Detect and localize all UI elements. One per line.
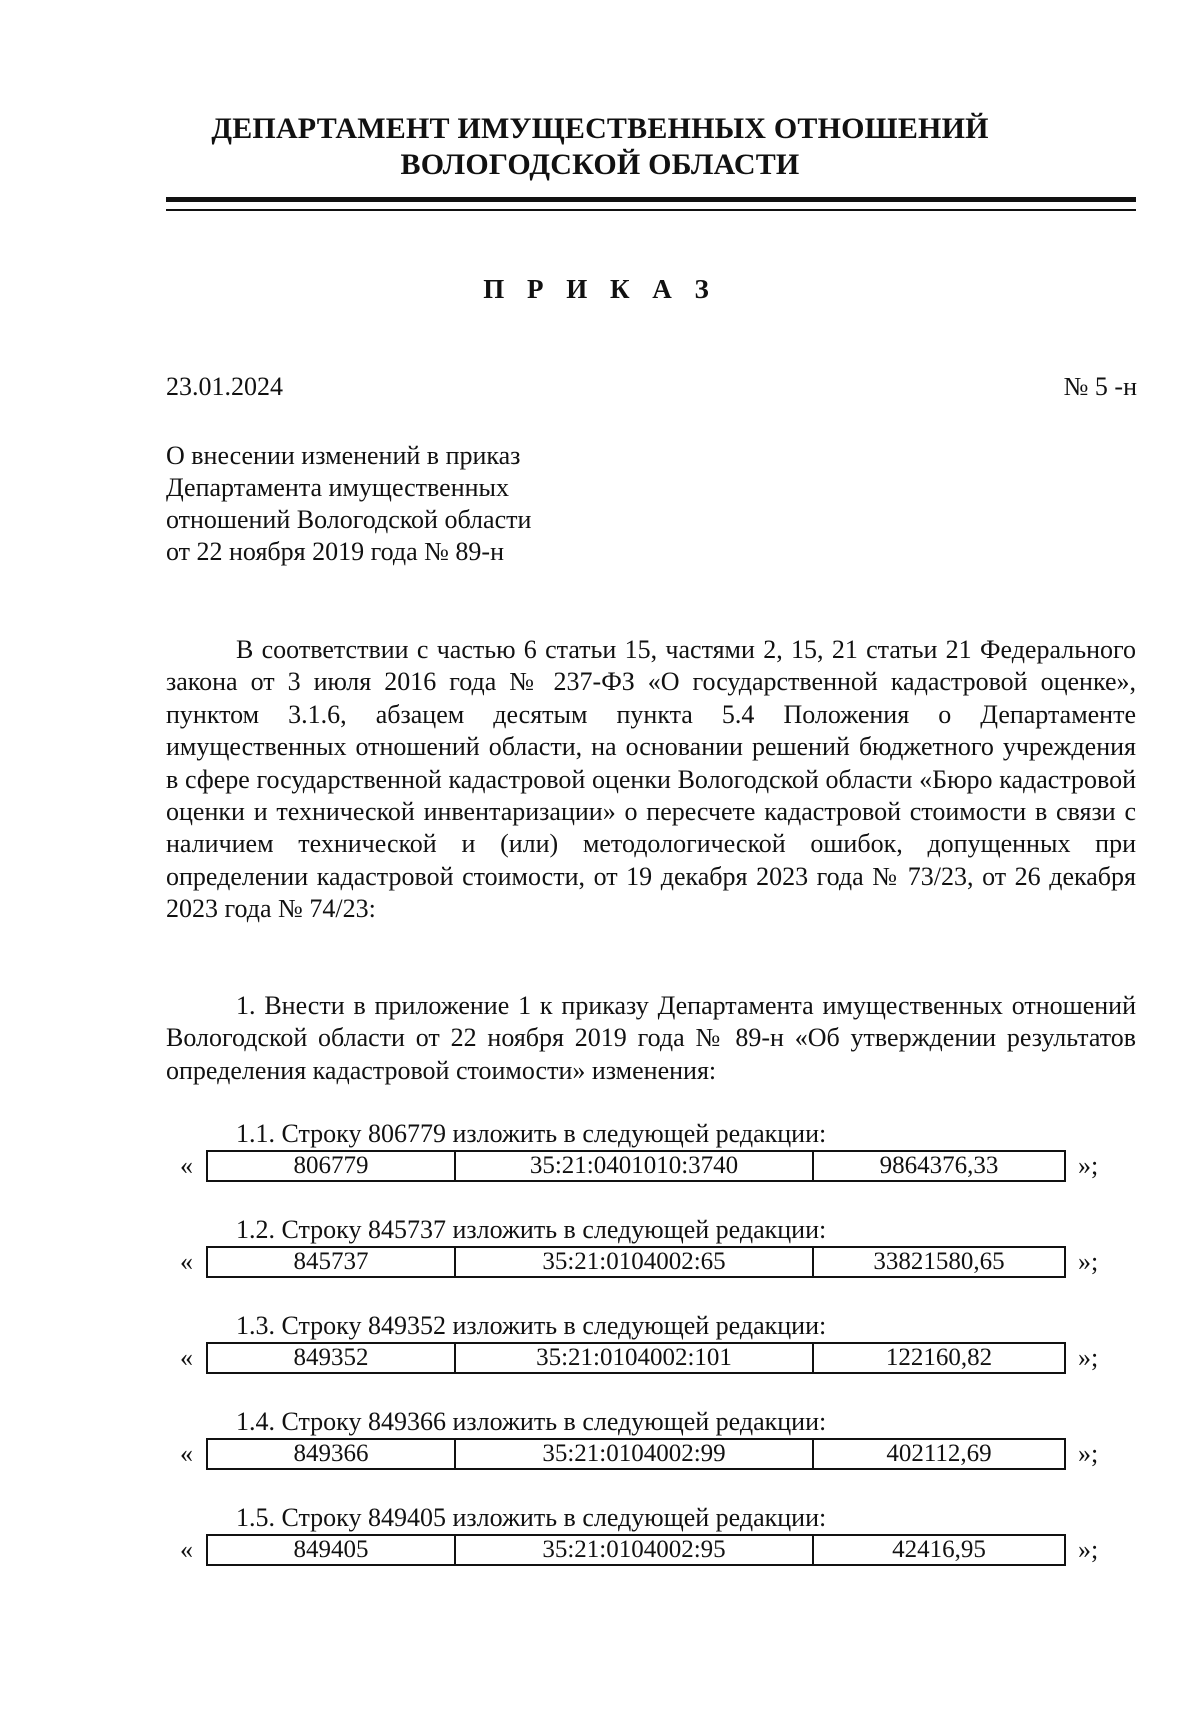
header-rule-thin xyxy=(166,209,1136,211)
department-header xyxy=(0,111,1200,183)
subject-line: от 22 ноября 2019 года № 89-н xyxy=(166,537,504,566)
cadastral-value-cell: 33821580,65 xyxy=(873,1248,1005,1275)
amendment-table xyxy=(206,1150,1066,1182)
amendment-table xyxy=(206,1342,1066,1374)
amendment-row xyxy=(166,1342,1136,1374)
amendment-label: 1.2. Строку 845737 изложить в следующей редакции: xyxy=(236,1215,827,1244)
subject-line: отношений Вологодской области xyxy=(166,505,532,534)
cadastral-value-cell: 42416,95 xyxy=(892,1536,986,1563)
opening-quote: « xyxy=(180,1535,193,1564)
row-number-cell: 845737 xyxy=(208,1248,456,1276)
cadastral-value-cell: 402112,69 xyxy=(886,1440,992,1467)
amendment-label: 1.5. Строку 849405 изложить в следующей редакции: xyxy=(236,1503,827,1532)
amendment-table xyxy=(206,1534,1066,1566)
amendment-table xyxy=(206,1246,1066,1278)
header-line-1: ДЕПАРТАМЕНТ ИМУЩЕСТВЕННЫХ ОТНОШЕНИЙ xyxy=(211,112,989,145)
closing-quote: »; xyxy=(1078,1247,1099,1276)
amendment-1-1 xyxy=(166,1119,1136,1199)
row-number-cell: 849352 xyxy=(208,1344,456,1372)
closing-quote: »; xyxy=(1078,1535,1099,1564)
opening-quote: « xyxy=(180,1343,193,1372)
amendment-label: 1.1. Строку 806779 изложить в следующей редакции: xyxy=(236,1119,827,1148)
amendment-1-2 xyxy=(166,1215,1136,1295)
basis-text: В соответствии с частью 6 статьи 15, частями 2, 15, 21 статьи 21 Федерального закона от 3 июля 2016 года № 237-ФЗ «О государственной кадастровой оценке», пунктом 3.1.6, абзацем десятым пункта 5.4 Положения о Департаменте имущественных отношений области, на основании решений бюджетного учреждения в сфере государственной кадастровой оценки Вологодской области «Бюро кадастровой оценки и технической инвентаризации» о пересчете кадастровой стоимости в связи с наличием технической и (или) методологической ошибок, допущенных при определении кадастровой стоимости, от 19 декабря 2023 года № 73/23, от 26 декабря 2023 года № 74/23: xyxy=(166,635,1136,924)
cadastral-number-cell: 35:21:0104002:101 xyxy=(456,1344,814,1372)
cadastral-number-cell: 35:21:0104002:65 xyxy=(456,1248,814,1276)
item-1-text: 1. Внести в приложение 1 к приказу Департамента имущественных отношений Вологодской области от 22 ноября 2019 года № 89-н «Об утверждении результатов определения кадастровой стоимости» изменения: xyxy=(166,991,1136,1085)
amendment-table xyxy=(206,1438,1066,1470)
closing-quote: »; xyxy=(1078,1151,1099,1180)
opening-quote: « xyxy=(180,1247,193,1276)
header-line-2: ВОЛОГОДСКОЙ ОБЛАСТИ xyxy=(400,148,800,181)
row-number-cell: 806779 xyxy=(208,1152,456,1180)
opening-quote: « xyxy=(180,1151,193,1180)
amendment-1-4 xyxy=(166,1407,1136,1487)
amendment-1-5 xyxy=(166,1503,1136,1583)
cadastral-value-cell: 9864376,33 xyxy=(879,1152,999,1179)
cadastral-number-cell: 35:21:0104002:99 xyxy=(456,1440,814,1468)
document-type-title: П Р И К А З xyxy=(483,274,717,304)
amendment-1-3 xyxy=(166,1311,1136,1391)
amendment-label: 1.4. Строку 849366 изложить в следующей редакции: xyxy=(236,1407,827,1436)
cadastral-number-cell: 35:21:0104002:95 xyxy=(456,1536,814,1564)
subject-line: Департамента имущественных xyxy=(166,473,509,502)
closing-quote: »; xyxy=(1078,1343,1099,1372)
cadastral-value-cell: 122160,82 xyxy=(885,1344,993,1371)
cadastral-number-cell: 35:21:0401010:3740 xyxy=(456,1152,814,1180)
subject-line: О внесении изменений в приказ xyxy=(166,441,521,470)
amendment-row xyxy=(166,1150,1136,1182)
opening-quote: « xyxy=(180,1439,193,1468)
row-number-cell: 849366 xyxy=(208,1440,456,1468)
order-date: 23.01.2024 xyxy=(166,372,283,401)
order-subject xyxy=(166,440,686,568)
amendment-row xyxy=(166,1246,1136,1278)
order-number: № 5 -н xyxy=(1063,372,1137,401)
header-rule-thick xyxy=(166,197,1136,202)
basis-paragraph xyxy=(166,634,1136,926)
closing-quote: »; xyxy=(1078,1439,1099,1468)
amendment-label: 1.3. Строку 849352 изложить в следующей редакции: xyxy=(236,1311,827,1340)
item-1-paragraph xyxy=(166,990,1136,1087)
amendment-row xyxy=(166,1534,1136,1566)
row-number-cell: 849405 xyxy=(208,1536,456,1564)
amendment-row xyxy=(166,1438,1136,1470)
